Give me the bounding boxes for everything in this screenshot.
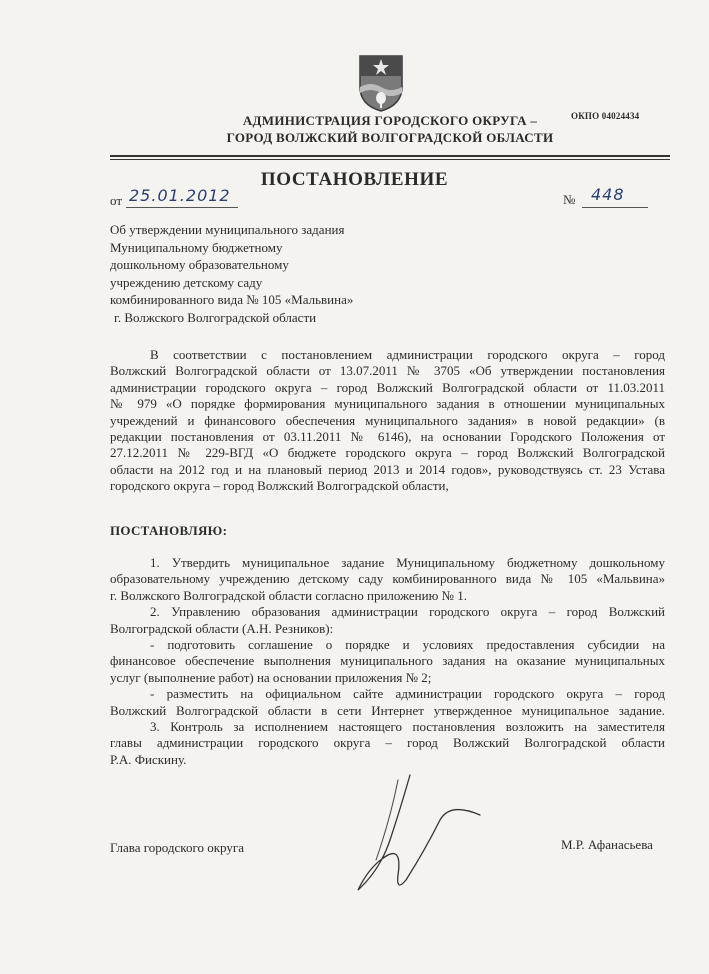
preamble-line: городского округа – город Волжский Волгоградской области, bbox=[110, 478, 449, 494]
number-underline bbox=[582, 207, 648, 208]
item-line: услуг (выполнение работ) на основании приложения № 2; bbox=[110, 669, 432, 685]
resolve-heading: ПОСТАНОВЛЯЮ: bbox=[110, 523, 228, 538]
city-coat-of-arms-icon bbox=[357, 53, 405, 113]
subject-line: Муниципальному бюджетному bbox=[110, 239, 283, 255]
subject-line: г. Волжского Волгоградской области bbox=[114, 309, 317, 325]
item-line: финансовое обеспечение выполнения муниципального задания на оказание муниципальных bbox=[110, 653, 665, 669]
number-value: 448 bbox=[591, 185, 625, 204]
item-line: г. Волжского Волгоградской области согласно приложению № 1. bbox=[110, 587, 467, 603]
item-line: - подготовить соглашение о порядке и условиях предоставления субсидии на bbox=[150, 637, 665, 653]
preamble-line: области на 2012 год и на плановый период 2013 и 2014 годов», руководствуясь ст. 23 Устава bbox=[110, 461, 665, 477]
number-label: № bbox=[563, 192, 576, 207]
preamble-line: учреждений и финансового обеспечения муниципального задания» в новой редакции» (в bbox=[110, 412, 665, 428]
handwritten-signature-icon bbox=[340, 770, 490, 900]
org-name-line-2: ГОРОД ВОЛЖСКИЙ ВОЛГОГРАДСКОЙ ОБЛАСТИ bbox=[226, 130, 554, 145]
signatory-position: Глава городского округа bbox=[110, 840, 244, 855]
item-line: - разместить на официальном сайте администрации городского округа – город bbox=[150, 686, 665, 702]
item-line: Волжский Волгоградской области в сети Интернет утвержденное муниципальное задание. bbox=[110, 702, 665, 718]
document-title: ПОСТАНОВЛЕНИЕ bbox=[260, 169, 449, 190]
subject-line: Об утверждении муниципального задания bbox=[110, 222, 345, 237]
date-label: от bbox=[110, 193, 123, 208]
preamble-line: В соответствии с постановлением администрации городского округа – город bbox=[150, 347, 665, 362]
preamble-line: Волжский Волгоградской области от 13.07.2011 № 3705 «Об утверждении постановления bbox=[110, 363, 665, 379]
signatory-name: М.Р. Афанасьева bbox=[561, 837, 653, 852]
header-divider-thin bbox=[110, 159, 670, 160]
item-line: 2. Управлению образования администрации городского округа – город Волжский bbox=[150, 604, 665, 620]
date-value: 25.01.2012 bbox=[129, 186, 231, 205]
date-underline bbox=[126, 207, 238, 208]
preamble-line: № 979 «О порядке формирования муниципального задания в отношении муниципальных bbox=[110, 396, 665, 412]
item-line: 3. Контроль за исполнением настоящего постановления возложить на заместителя bbox=[150, 719, 665, 735]
subject-block bbox=[110, 221, 353, 326]
okpo-code: ОКПО 04024434 bbox=[571, 111, 640, 121]
subject-line: дошкольному образовательному bbox=[110, 257, 289, 272]
preamble-line: администрации городского округа – город Волжский Волгоградской области от 11.03.2011 bbox=[110, 379, 665, 395]
preamble-paragraph bbox=[110, 347, 665, 495]
resolution-items bbox=[110, 555, 665, 768]
item-line: главы администрации городского округа – город Волжский Волгоградской области bbox=[110, 735, 665, 751]
subject-line: комбинированного вида № 105 «Мальвина» bbox=[110, 292, 354, 307]
preamble-line: 27.12.2011 № 229-ВГД «О бюджете городского округа – город Волжский Волгоградской bbox=[110, 445, 665, 461]
item-line: Р.А. Фискину. bbox=[110, 751, 187, 767]
org-name-line-1: АДМИНИСТРАЦИЯ ГОРОДСКОГО ОКРУГА – bbox=[242, 113, 538, 128]
item-line: 1. Утвердить муниципальное задание Муниципальному бюджетному дошкольному bbox=[150, 555, 665, 570]
item-line: Волгоградской области (А.Н. Резников): bbox=[110, 620, 334, 636]
subject-line: учреждению детскому саду bbox=[110, 274, 263, 290]
preamble-line: редакции постановления от 03.11.2011 № 6146), на основании Городского Положения от bbox=[110, 429, 665, 445]
header-divider-thick bbox=[110, 155, 670, 157]
item-line: образовательному учреждению детскому саду комбинированного вида № 105 «Мальвина» bbox=[110, 571, 665, 587]
